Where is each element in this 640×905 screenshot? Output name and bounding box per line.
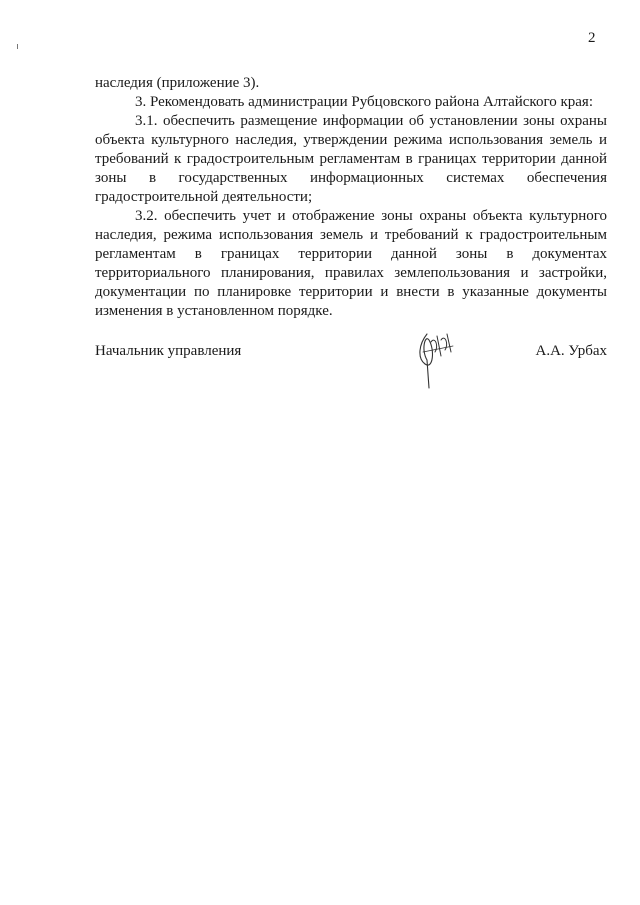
signatory-title: Начальник управления [95, 343, 242, 359]
paragraph-item-3-2: 3.2. обеспечить учет и отображение зоны охраны объекта культурного наследия, режима использования земель и требований к градостроительным регламентам в границах территории данной зоны в документах территориального планирования, правилах землепользования и застройки, документации по планировке территории и внести в указанные документы изменения в установленном порядке. [95, 208, 607, 319]
paragraph-continuation: наследия (приложение 3). [95, 75, 260, 91]
paragraph-item-3-1: 3.1. обеспечить размещение информации об установлении зоны охраны объекта культурного наследия, утверждении режима использования земель и требований к градостроительным регламентам в границах территории данной зоны в государственных информационных системах обеспечения градостроительной деятельности; [95, 113, 607, 205]
margin-mark [17, 44, 18, 49]
signatory-name: А.А. Урбах [535, 343, 607, 359]
document-body [95, 74, 607, 321]
handwritten-signature [413, 330, 459, 392]
paragraph-item-3: 3. Рекомендовать администрации Рубцовского района Алтайского края: [135, 94, 593, 110]
page-number: 2 [588, 30, 596, 46]
